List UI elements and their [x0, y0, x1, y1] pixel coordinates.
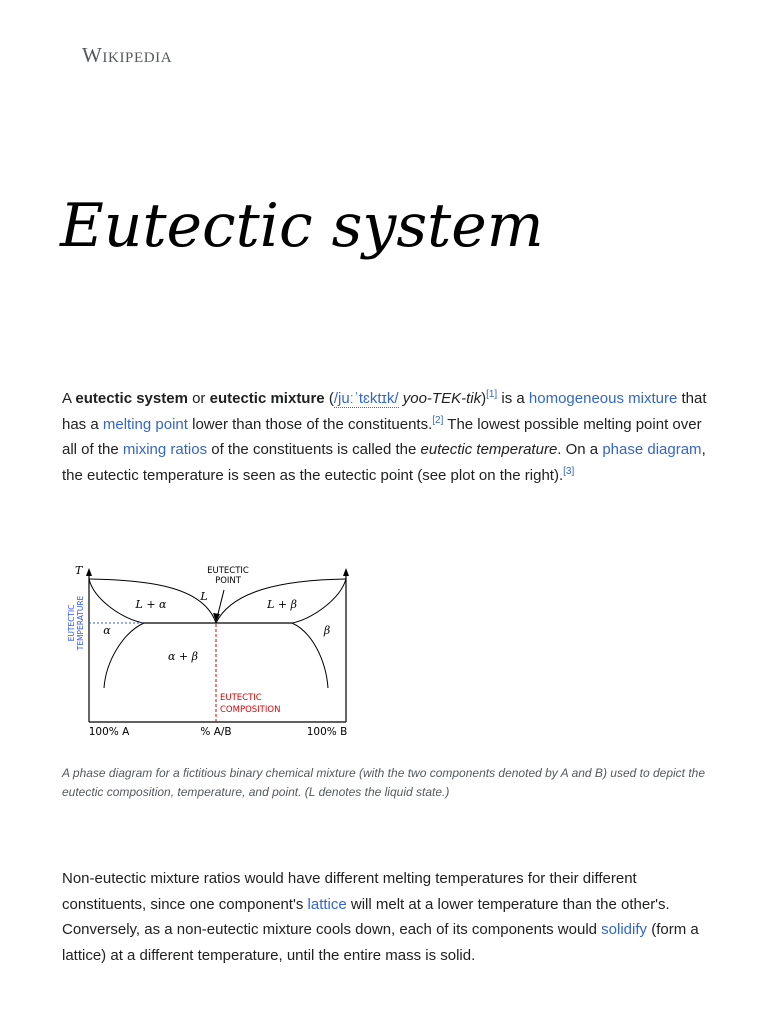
solvus-right [292, 623, 331, 688]
respelling-pronunciation: yoo-TEK-tik [402, 390, 482, 407]
region-beta-label: β [323, 624, 331, 637]
wikipedia-logo[interactable]: Wikipedia [82, 43, 173, 67]
x-label-100-a: 100% A [88, 726, 130, 738]
region-l-label: L [200, 590, 208, 603]
reference-link-1[interactable]: [1] [486, 389, 498, 400]
figure-caption: A phase diagram for a fictitious binary chemical mixture (with the two components denoted by A and B) used to depict the eutectic composition, temperature, and point. (L denotes the liquid state.) [62, 766, 706, 799]
region-l-beta-label: L + β [267, 598, 297, 611]
link-homogeneous-mixture[interactable]: homogeneous mixture [528, 390, 678, 407]
ipa-pronunciation-link[interactable]: /juːˈtɛktɪk/ [333, 390, 399, 407]
reference-link-2[interactable]: [2] [432, 414, 444, 426]
page-title: Eutectic system [60, 191, 544, 261]
term-eutectic-mixture: eutectic mixture [209, 390, 325, 407]
region-alpha-beta-label: α + β [168, 650, 198, 663]
y-axis-right-arrow [343, 568, 349, 576]
solidus-right [292, 579, 346, 623]
eutectic-composition-label-1: EUTECTIC [220, 693, 262, 703]
intro-paragraph: A eutectic system or eutectic mixture (/juːˈtɛktɪk/ yoo-TEK-tik)[1] is a homogeneous mixture that has a melting point lower than those of the constituents.[2] The lowest possible melting point over all of the mixing ratios of the constituents is called the eutectic temperature. On a phase diagram, the eutectic temperature is seen as the eutectic point (see plot on the right).[3] [62, 389, 707, 484]
term-eutectic-system: eutectic system [75, 390, 188, 407]
link-lattice[interactable]: lattice [307, 895, 347, 913]
region-alpha-label: α [103, 624, 111, 637]
term-eutectic-temperature: eutectic temperature [420, 441, 558, 458]
reference-link-3[interactable]: [3] [563, 465, 575, 477]
x-label-100-b: 100% B [306, 726, 348, 738]
eutectic-point-label-2: POINT [215, 576, 241, 586]
eutectic-temperature-label-1: EUTECTIC [67, 604, 76, 642]
region-l-alpha-label: L + α [135, 598, 167, 611]
eutectic-point-label-1: EUTECTIC [207, 566, 249, 576]
link-phase-diagram[interactable]: phase diagram [602, 441, 702, 458]
eutectic-temperature-label-2: TEMPERATURE [76, 595, 85, 651]
link-solidify[interactable]: solidify [601, 921, 648, 938]
second-paragraph: Non-eutectic mixture ratios would have different melting temperatures for their different constituents, since one component's lattice will melt at a lower temperature than the other's. Conversely, as a non-eutectic mixture cools down, each of its components would solidify (form a lattice) at a different temperature, until the entire mass is solid. [62, 870, 699, 964]
phase-diagram-figure[interactable] [64, 560, 364, 750]
axis-t-label: T [75, 564, 83, 577]
x-label-percent-ab: % A/B [200, 726, 232, 738]
y-axis-left-arrow [86, 568, 92, 576]
link-melting-point[interactable]: melting point [102, 415, 188, 433]
link-mixing-ratios[interactable]: mixing ratios [122, 441, 208, 458]
eutectic-composition-label-2: COMPOSITION [220, 705, 281, 715]
